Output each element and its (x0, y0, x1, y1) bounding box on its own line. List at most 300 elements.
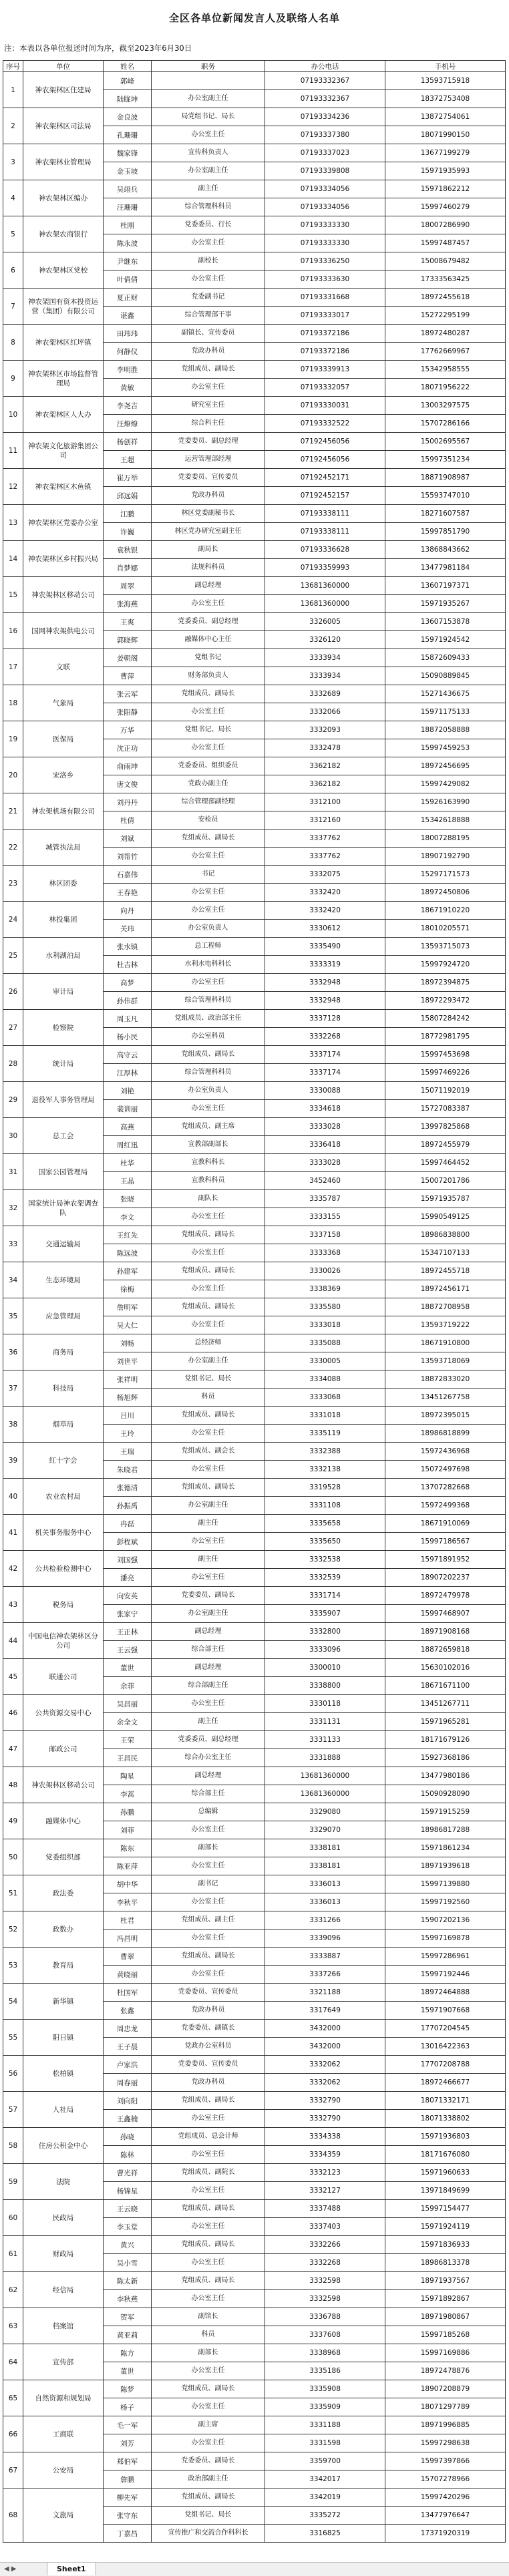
unit-cell[interactable]: 商务局 (23, 1334, 104, 1370)
person-name-cell[interactable]: 万华 (104, 721, 152, 739)
person-name-cell[interactable]: 詹鹏 (104, 2470, 152, 2489)
office-phone-cell[interactable]: 13681360000 (265, 1785, 385, 1803)
person-name-cell[interactable]: 杨锦星 (104, 2182, 152, 2200)
office-phone-cell[interactable]: 3332948 (265, 974, 385, 992)
unit-cell[interactable]: 医保局 (23, 721, 104, 757)
person-name-cell[interactable]: 陈太新 (104, 2272, 152, 2290)
mobile-phone-cell[interactable]: 18986813378 (385, 2254, 506, 2272)
mobile-phone-cell[interactable]: 18071338802 (385, 2110, 506, 2128)
person-name-cell[interactable]: 王玲 (104, 1425, 152, 1443)
person-name-cell[interactable]: 王子晨 (104, 2038, 152, 2056)
position-cell[interactable]: 办公室主任 (152, 1208, 265, 1226)
position-cell[interactable]: 办公室主任 (152, 2254, 265, 2272)
mobile-phone-cell[interactable]: 15997192560 (385, 1893, 506, 1911)
unit-cell[interactable]: 神农架林区木鱼镇 (23, 469, 104, 505)
office-phone-cell[interactable]: 3326005 (265, 613, 385, 631)
person-name-cell[interactable]: 张海燕 (104, 595, 152, 613)
person-name-cell[interactable]: 李明胜 (104, 361, 152, 379)
mobile-phone-cell[interactable]: 15272295199 (385, 307, 506, 325)
row-number[interactable]: 57 (3, 2092, 23, 2128)
mobile-phone-cell[interactable]: 18972456171 (385, 1280, 506, 1298)
person-name-cell[interactable]: 向安英 (104, 1587, 152, 1605)
mobile-phone-cell[interactable]: 18872708958 (385, 1298, 506, 1316)
person-name-cell[interactable]: 夏正财 (104, 289, 152, 307)
mobile-phone-cell[interactable]: 18907202237 (385, 1569, 506, 1587)
unit-cell[interactable]: 神农架林区移动公司 (23, 1767, 104, 1803)
position-cell[interactable]: 党组成员、政治部主任 (152, 1010, 265, 1028)
unit-cell[interactable]: 松柏镇 (23, 2056, 104, 2092)
person-name-cell[interactable]: 毛一军 (104, 2416, 152, 2434)
office-phone-cell[interactable]: 07192456056 (265, 433, 385, 451)
office-phone-cell[interactable]: 3331188 (265, 2416, 385, 2434)
office-phone-cell[interactable]: 3319528 (265, 1479, 385, 1497)
position-cell[interactable]: 宣传科负责人 (152, 144, 265, 162)
mobile-phone-cell[interactable]: 15342618888 (385, 811, 506, 830)
unit-cell[interactable]: 经信局 (23, 2272, 104, 2308)
office-phone-cell[interactable]: 3332066 (265, 703, 385, 721)
mobile-phone-cell[interactable]: 15997397866 (385, 2452, 506, 2470)
unit-cell[interactable]: 宋洛乡 (23, 757, 104, 793)
person-name-cell[interactable]: 陆胧坤 (104, 90, 152, 108)
mobile-phone-cell[interactable]: 15971915259 (385, 1803, 506, 1821)
office-phone-cell[interactable]: 07193359993 (265, 559, 385, 577)
person-name-cell[interactable]: 唐文俊 (104, 775, 152, 793)
row-number[interactable]: 24 (3, 902, 23, 938)
position-cell[interactable]: 党组成员、副局长 (152, 1407, 265, 1425)
position-cell[interactable]: 局党组书记、局长 (152, 108, 265, 126)
office-phone-cell[interactable]: 3335088 (265, 1334, 385, 1352)
row-number[interactable]: 9 (3, 361, 23, 397)
person-name-cell[interactable]: 张阳静 (104, 703, 152, 721)
person-name-cell[interactable]: 周翠 (104, 577, 152, 595)
unit-cell[interactable]: 神农架国有资本投资运营（集团）有限公司 (23, 289, 104, 325)
mobile-phone-cell[interactable]: 13477980186 (385, 1767, 506, 1785)
mobile-phone-cell[interactable]: 15297171573 (385, 866, 506, 884)
office-phone-cell[interactable]: 3333155 (265, 1208, 385, 1226)
office-phone-cell[interactable]: 3331266 (265, 1911, 385, 1929)
person-name-cell[interactable]: 刘艳 (104, 1082, 152, 1100)
person-name-cell[interactable]: 陈梦 (104, 2380, 152, 2398)
mobile-phone-cell[interactable]: 15997185268 (385, 2326, 506, 2344)
person-name-cell[interactable]: 杜倩 (104, 811, 152, 830)
mobile-phone-cell[interactable]: 15971935993 (385, 162, 506, 180)
mobile-phone-cell[interactable]: 18071332171 (385, 2092, 506, 2110)
person-name-cell[interactable]: 胡中华 (104, 1875, 152, 1893)
row-number[interactable]: 53 (3, 1948, 23, 1984)
office-phone-cell[interactable]: 3333934 (265, 667, 385, 685)
mobile-phone-cell[interactable]: 15707286166 (385, 415, 506, 433)
position-cell[interactable]: 办公室主任 (152, 1100, 265, 1118)
person-name-cell[interactable]: 许巍 (104, 523, 152, 541)
unit-cell[interactable]: 科技局 (23, 1370, 104, 1407)
position-cell[interactable]: 书记 (152, 866, 265, 884)
office-phone-cell[interactable]: 13681360000 (265, 577, 385, 595)
mobile-phone-cell[interactable]: 15872609433 (385, 649, 506, 667)
person-name-cell[interactable]: 孙鹏 (104, 1803, 152, 1821)
office-phone-cell[interactable]: 3335580 (265, 1298, 385, 1316)
mobile-phone-cell[interactable]: 15926163990 (385, 793, 506, 811)
mobile-phone-cell[interactable]: 18972455979 (385, 1136, 506, 1154)
row-number[interactable]: 44 (3, 1623, 23, 1659)
office-phone-cell[interactable]: 3330118 (265, 1695, 385, 1713)
office-phone-cell[interactable]: 3337128 (265, 1010, 385, 1028)
mobile-phone-cell[interactable]: 13477981184 (385, 559, 506, 577)
row-number[interactable]: 19 (3, 721, 23, 757)
office-phone-cell[interactable]: 3334618 (265, 1100, 385, 1118)
position-cell[interactable]: 办公室主任 (152, 739, 265, 757)
position-cell[interactable]: 林区党委副秘书长 (152, 505, 265, 523)
person-name-cell[interactable]: 王晶 (104, 1172, 152, 1190)
person-name-cell[interactable]: 刘国强 (104, 1551, 152, 1569)
mobile-phone-cell[interactable]: 15630102016 (385, 1659, 506, 1677)
unit-cell[interactable]: 神农架林区党委办公室 (23, 505, 104, 541)
position-cell[interactable]: 副镇长、宣传委员 (152, 325, 265, 343)
mobile-phone-cell[interactable]: 15090928090 (385, 1785, 506, 1803)
person-name-cell[interactable]: 俞雨坤 (104, 757, 152, 775)
office-phone-cell[interactable]: 3332539 (265, 1569, 385, 1587)
unit-cell[interactable]: 神农架林区人大办 (23, 397, 104, 433)
row-number[interactable]: 8 (3, 325, 23, 361)
position-cell[interactable]: 副总经理 (152, 1623, 265, 1641)
row-number[interactable]: 43 (3, 1587, 23, 1623)
person-name-cell[interactable]: 邱远娟 (104, 487, 152, 505)
row-number[interactable]: 56 (3, 2056, 23, 2092)
row-number[interactable]: 34 (3, 1262, 23, 1298)
position-cell[interactable]: 办公室主任 (152, 848, 265, 866)
person-name-cell[interactable]: 丁嘉昌 (104, 2525, 152, 2543)
office-phone-cell[interactable]: 3332123 (265, 2164, 385, 2182)
row-number[interactable]: 14 (3, 541, 23, 577)
position-cell[interactable]: 党政办副主任 (152, 775, 265, 793)
mobile-phone-cell[interactable]: 15997169886 (385, 2344, 506, 2362)
mobile-phone-cell[interactable]: 18986817288 (385, 1821, 506, 1839)
person-name-cell[interactable]: 高梦 (104, 974, 152, 992)
mobile-phone-cell[interactable]: 13868843662 (385, 541, 506, 559)
position-cell[interactable]: 办公室主任 (152, 234, 265, 252)
person-name-cell[interactable]: 王超 (104, 451, 152, 469)
position-cell[interactable]: 综合管理科科员 (152, 1064, 265, 1082)
row-number[interactable]: 66 (3, 2416, 23, 2452)
mobile-phone-cell[interactable]: 18972464888 (385, 1984, 506, 2002)
row-number[interactable]: 40 (3, 1479, 23, 1515)
office-phone-cell[interactable]: 3332689 (265, 685, 385, 703)
position-cell[interactable]: 办公室主任 (152, 1966, 265, 1984)
office-phone-cell[interactable]: 07193332367 (265, 90, 385, 108)
mobile-phone-cell[interactable]: 15997429082 (385, 775, 506, 793)
position-cell[interactable]: 党政办科员 (152, 487, 265, 505)
person-name-cell[interactable]: 孔珊珊 (104, 126, 152, 144)
position-cell[interactable]: 综合管理部副经理 (152, 793, 265, 811)
office-phone-cell[interactable]: 07193336628 (265, 541, 385, 559)
office-phone-cell[interactable]: 3338181 (265, 1857, 385, 1875)
position-cell[interactable]: 副主任 (152, 180, 265, 198)
mobile-phone-cell[interactable]: 15907202136 (385, 1911, 506, 1929)
position-cell[interactable]: 办公室主任 (152, 902, 265, 920)
mobile-phone-cell[interactable]: 15072497698 (385, 1461, 506, 1479)
mobile-phone-cell[interactable]: 18372753408 (385, 90, 506, 108)
mobile-phone-cell[interactable]: 15707278966 (385, 2470, 506, 2489)
person-name-cell[interactable]: 汪燎燎 (104, 415, 152, 433)
person-name-cell[interactable]: 贺军 (104, 2308, 152, 2326)
position-cell[interactable]: 副队长 (152, 1190, 265, 1208)
row-number[interactable]: 47 (3, 1731, 23, 1767)
office-phone-cell[interactable]: 13681360000 (265, 1767, 385, 1785)
office-phone-cell[interactable]: 3332948 (265, 992, 385, 1010)
position-cell[interactable]: 办公室主任 (152, 2362, 265, 2380)
mobile-phone-cell[interactable]: 15997464452 (385, 1154, 506, 1172)
position-cell[interactable]: 综合管理科科员 (152, 992, 265, 1010)
office-phone-cell[interactable]: 07193332522 (265, 415, 385, 433)
unit-cell[interactable]: 国家统计局神农架调查队 (23, 1190, 104, 1226)
position-cell[interactable]: 党组成员、副局长 (152, 830, 265, 848)
position-cell[interactable]: 党组成员、副局长 (152, 361, 265, 379)
unit-cell[interactable]: 生态环境局 (23, 1262, 104, 1298)
row-number[interactable]: 67 (3, 2452, 23, 2489)
position-cell[interactable]: 党组成员、副局长 (152, 2380, 265, 2398)
office-phone-cell[interactable]: 3334359 (265, 2146, 385, 2164)
mobile-phone-cell[interactable]: 18972450806 (385, 884, 506, 902)
unit-cell[interactable]: 住房公积金中心 (23, 2128, 104, 2164)
mobile-phone-cell[interactable]: 15971965281 (385, 1713, 506, 1731)
unit-cell[interactable]: 神农架林区住建局 (23, 72, 104, 108)
row-number[interactable]: 1 (3, 72, 23, 108)
office-phone-cell[interactable]: 3337762 (265, 848, 385, 866)
mobile-phone-cell[interactable]: 18972395015 (385, 1407, 506, 1425)
person-name-cell[interactable]: 杨旭辉 (104, 1389, 152, 1407)
mobile-phone-cell[interactable]: 15971907668 (385, 2002, 506, 2020)
office-phone-cell[interactable]: 3336788 (265, 2308, 385, 2326)
person-name-cell[interactable]: 张家宁 (104, 1605, 152, 1623)
position-cell[interactable]: 综合部副主任 (152, 1677, 265, 1695)
unit-cell[interactable]: 城管执法局 (23, 830, 104, 866)
office-phone-cell[interactable]: 3332138 (265, 1461, 385, 1479)
office-phone-cell[interactable]: 3333368 (265, 1244, 385, 1262)
row-number[interactable]: 13 (3, 505, 23, 541)
person-name-cell[interactable]: 黄敏 (104, 379, 152, 397)
mobile-phone-cell[interactable]: 18071990150 (385, 126, 506, 144)
position-cell[interactable]: 党组书记、局长 (152, 1370, 265, 1389)
office-phone-cell[interactable]: 07193333330 (265, 234, 385, 252)
office-phone-cell[interactable]: 3332268 (265, 1028, 385, 1046)
position-cell[interactable]: 办公室主任 (152, 1893, 265, 1911)
mobile-phone-cell[interactable]: 18972455718 (385, 1262, 506, 1280)
position-cell[interactable]: 综合管理部干事 (152, 307, 265, 325)
mobile-phone-cell[interactable]: 18872058888 (385, 721, 506, 739)
mobile-phone-cell[interactable]: 18071297789 (385, 2398, 506, 2416)
person-name-cell[interactable]: 高守云 (104, 1046, 152, 1064)
mobile-phone-cell[interactable]: 18972480287 (385, 325, 506, 343)
person-name-cell[interactable]: 王鑫楠 (104, 2110, 152, 2128)
office-phone-cell[interactable]: 3316825 (265, 2525, 385, 2543)
mobile-phone-cell[interactable]: 15997169878 (385, 1929, 506, 1948)
position-cell[interactable]: 水利水电科科长 (152, 956, 265, 974)
office-phone-cell[interactable]: 3337403 (265, 2218, 385, 2236)
unit-cell[interactable]: 烟草局 (23, 1407, 104, 1443)
person-name-cell[interactable]: 卢家洪 (104, 2056, 152, 2074)
mobile-phone-cell[interactable]: 18007286990 (385, 216, 506, 234)
row-number[interactable]: 22 (3, 830, 23, 866)
person-name-cell[interactable]: 余全文 (104, 1713, 152, 1731)
mobile-phone-cell[interactable]: 15997851790 (385, 523, 506, 541)
unit-cell[interactable]: 神农架林区司法局 (23, 108, 104, 144)
row-number[interactable]: 62 (3, 2272, 23, 2308)
office-phone-cell[interactable]: 3336013 (265, 1893, 385, 1911)
position-cell[interactable]: 宣传推广和交流合作科科长 (152, 2525, 265, 2543)
office-phone-cell[interactable]: 3335650 (265, 1533, 385, 1551)
person-name-cell[interactable]: 陈方 (104, 2344, 152, 2362)
position-cell[interactable]: 办公室主任 (152, 2146, 265, 2164)
position-cell[interactable]: 党组成员、副局长 (152, 1948, 265, 1966)
office-phone-cell[interactable]: 3333018 (265, 1316, 385, 1334)
office-phone-cell[interactable]: 3331714 (265, 1587, 385, 1605)
person-name-cell[interactable]: 曹光祥 (104, 2164, 152, 2182)
position-cell[interactable]: 副局长 (152, 541, 265, 559)
unit-cell[interactable]: 宣传部 (23, 2344, 104, 2380)
mobile-phone-cell[interactable]: 13971849699 (385, 2182, 506, 2200)
position-cell[interactable]: 副主任 (152, 1551, 265, 1569)
row-number[interactable]: 64 (3, 2344, 23, 2380)
office-phone-cell[interactable]: 07193332057 (265, 379, 385, 397)
mobile-phone-cell[interactable]: 13997825868 (385, 1118, 506, 1136)
person-name-cell[interactable]: 杨小民 (104, 1028, 152, 1046)
row-number[interactable]: 55 (3, 2020, 23, 2056)
person-name-cell[interactable]: 高燕 (104, 1118, 152, 1136)
position-cell[interactable]: 党委委员、宣传委员 (152, 2056, 265, 2074)
person-name-cell[interactable]: 刘芳 (104, 2434, 152, 2452)
position-cell[interactable]: 党组成员、副局长 (152, 1262, 265, 1280)
office-phone-cell[interactable]: 3332075 (265, 866, 385, 884)
mobile-phone-cell[interactable]: 15997460279 (385, 198, 506, 216)
position-cell[interactable]: 副总经理 (152, 1659, 265, 1677)
office-phone-cell[interactable]: 3335186 (265, 2362, 385, 2380)
unit-cell[interactable]: 融媒体中心 (23, 1803, 104, 1839)
person-name-cell[interactable]: 王荣 (104, 1731, 152, 1749)
mobile-phone-cell[interactable]: 15972499368 (385, 1497, 506, 1515)
row-number[interactable]: 27 (3, 1010, 23, 1046)
row-number[interactable]: 46 (3, 1695, 23, 1731)
person-name-cell[interactable]: 杨创祥 (104, 433, 152, 451)
position-cell[interactable]: 办公室主任 (152, 1929, 265, 1948)
position-cell[interactable]: 党委委员、副局长 (152, 2452, 265, 2470)
position-cell[interactable]: 安检员 (152, 811, 265, 830)
person-name-cell[interactable]: 李蒿 (104, 1785, 152, 1803)
office-phone-cell[interactable]: 07193339808 (265, 162, 385, 180)
office-phone-cell[interactable]: 3335908 (265, 2380, 385, 2398)
mobile-phone-cell[interactable]: 18971996885 (385, 2416, 506, 2434)
mobile-phone-cell[interactable]: 15971935267 (385, 595, 506, 613)
column-header[interactable]: 序号 (3, 61, 23, 72)
person-name-cell[interactable]: 刘丹丹 (104, 793, 152, 811)
unit-cell[interactable]: 林区团委 (23, 866, 104, 902)
mobile-phone-cell[interactable]: 18972478876 (385, 2362, 506, 2380)
mobile-phone-cell[interactable]: 15971836933 (385, 2236, 506, 2254)
mobile-phone-cell[interactable]: 13593718069 (385, 1352, 506, 1370)
row-number[interactable]: 38 (3, 1407, 23, 1443)
unit-cell[interactable]: 红十字会 (23, 1443, 104, 1479)
office-phone-cell[interactable]: 3332598 (265, 2290, 385, 2308)
person-name-cell[interactable]: 孙振禹 (104, 1497, 152, 1515)
unit-cell[interactable]: 应急管理局 (23, 1298, 104, 1334)
unit-cell[interactable]: 气象局 (23, 685, 104, 721)
position-cell[interactable]: 办公室主任 (152, 2290, 265, 2308)
person-name-cell[interactable]: 孙晓 (104, 2128, 152, 2146)
person-name-cell[interactable]: 叶倩倩 (104, 270, 152, 289)
person-name-cell[interactable]: 陈永波 (104, 234, 152, 252)
unit-cell[interactable]: 税务局 (23, 1587, 104, 1623)
row-number[interactable]: 35 (3, 1298, 23, 1334)
person-name-cell[interactable]: 刘世平 (104, 1352, 152, 1370)
office-phone-cell[interactable]: 07193336250 (265, 252, 385, 270)
position-cell[interactable]: 党组成员、副主任 (152, 1911, 265, 1929)
mobile-phone-cell[interactable]: 13451267758 (385, 1389, 506, 1407)
person-name-cell[interactable]: 周忠龙 (104, 2020, 152, 2038)
person-name-cell[interactable]: 刘畅 (104, 1334, 152, 1352)
person-name-cell[interactable]: 魏家锋 (104, 144, 152, 162)
mobile-phone-cell[interactable]: 18872659818 (385, 1641, 506, 1659)
office-phone-cell[interactable]: 3330088 (265, 1082, 385, 1100)
row-number[interactable]: 29 (3, 1082, 23, 1118)
mobile-phone-cell[interactable]: 15727083387 (385, 1100, 506, 1118)
office-phone-cell[interactable]: 3335490 (265, 938, 385, 956)
office-phone-cell[interactable]: 07193338111 (265, 523, 385, 541)
row-number[interactable]: 39 (3, 1443, 23, 1479)
mobile-phone-cell[interactable]: 15071192019 (385, 1082, 506, 1100)
office-phone-cell[interactable]: 3332266 (265, 2236, 385, 2254)
office-phone-cell[interactable]: 3332790 (265, 2092, 385, 2110)
office-phone-cell[interactable]: 3331018 (265, 1407, 385, 1425)
office-phone-cell[interactable]: 3331888 (265, 1749, 385, 1767)
office-phone-cell[interactable]: 3338800 (265, 1677, 385, 1695)
unit-cell[interactable]: 神农架机场有限公司 (23, 793, 104, 830)
office-phone-cell[interactable]: 3321188 (265, 1984, 385, 2002)
mobile-phone-cell[interactable]: 17762669967 (385, 343, 506, 361)
mobile-phone-cell[interactable]: 15971891952 (385, 1551, 506, 1569)
sheet-tab-active[interactable]: Sheet1 (47, 2563, 96, 2575)
person-name-cell[interactable]: 刘菲 (104, 1821, 152, 1839)
position-cell[interactable]: 办公室负责人 (152, 920, 265, 938)
unit-cell[interactable]: 民政局 (23, 2200, 104, 2236)
office-phone-cell[interactable]: 3362182 (265, 757, 385, 775)
mobile-phone-cell[interactable]: 18671910800 (385, 1334, 506, 1352)
position-cell[interactable]: 办公室主任 (152, 126, 265, 144)
mobile-phone-cell[interactable]: 18671671100 (385, 1677, 506, 1695)
row-number[interactable]: 37 (3, 1370, 23, 1407)
mobile-phone-cell[interactable]: 17707208788 (385, 2056, 506, 2074)
person-name-cell[interactable]: 姜朝阁 (104, 649, 152, 667)
person-name-cell[interactable]: 张祥明 (104, 1370, 152, 1389)
office-phone-cell[interactable]: 3333319 (265, 956, 385, 974)
person-name-cell[interactable]: 李玉堂 (104, 2218, 152, 2236)
position-cell[interactable]: 党组成员、总会计师 (152, 2128, 265, 2146)
mobile-phone-cell[interactable]: 15997192446 (385, 1966, 506, 1984)
office-phone-cell[interactable]: 3332598 (265, 2272, 385, 2290)
office-phone-cell[interactable]: 3332800 (265, 1623, 385, 1641)
position-cell[interactable]: 办公室主任 (152, 2110, 265, 2128)
position-cell[interactable]: 副主席 (152, 2416, 265, 2434)
position-cell[interactable]: 办公室主任 (152, 1244, 265, 1262)
row-number[interactable]: 11 (3, 433, 23, 469)
row-number[interactable]: 65 (3, 2380, 23, 2416)
position-cell[interactable]: 法规科科员 (152, 559, 265, 577)
office-phone-cell[interactable]: 07193334056 (265, 180, 385, 198)
row-number[interactable]: 21 (3, 793, 23, 830)
office-phone-cell[interactable]: 3337266 (265, 1966, 385, 1984)
office-phone-cell[interactable]: 3332420 (265, 884, 385, 902)
row-number[interactable]: 42 (3, 1551, 23, 1587)
person-name-cell[interactable]: 刘帮竹 (104, 848, 152, 866)
person-name-cell[interactable]: 黄兴 (104, 2236, 152, 2254)
unit-cell[interactable]: 神农架林业管理局 (23, 144, 104, 180)
